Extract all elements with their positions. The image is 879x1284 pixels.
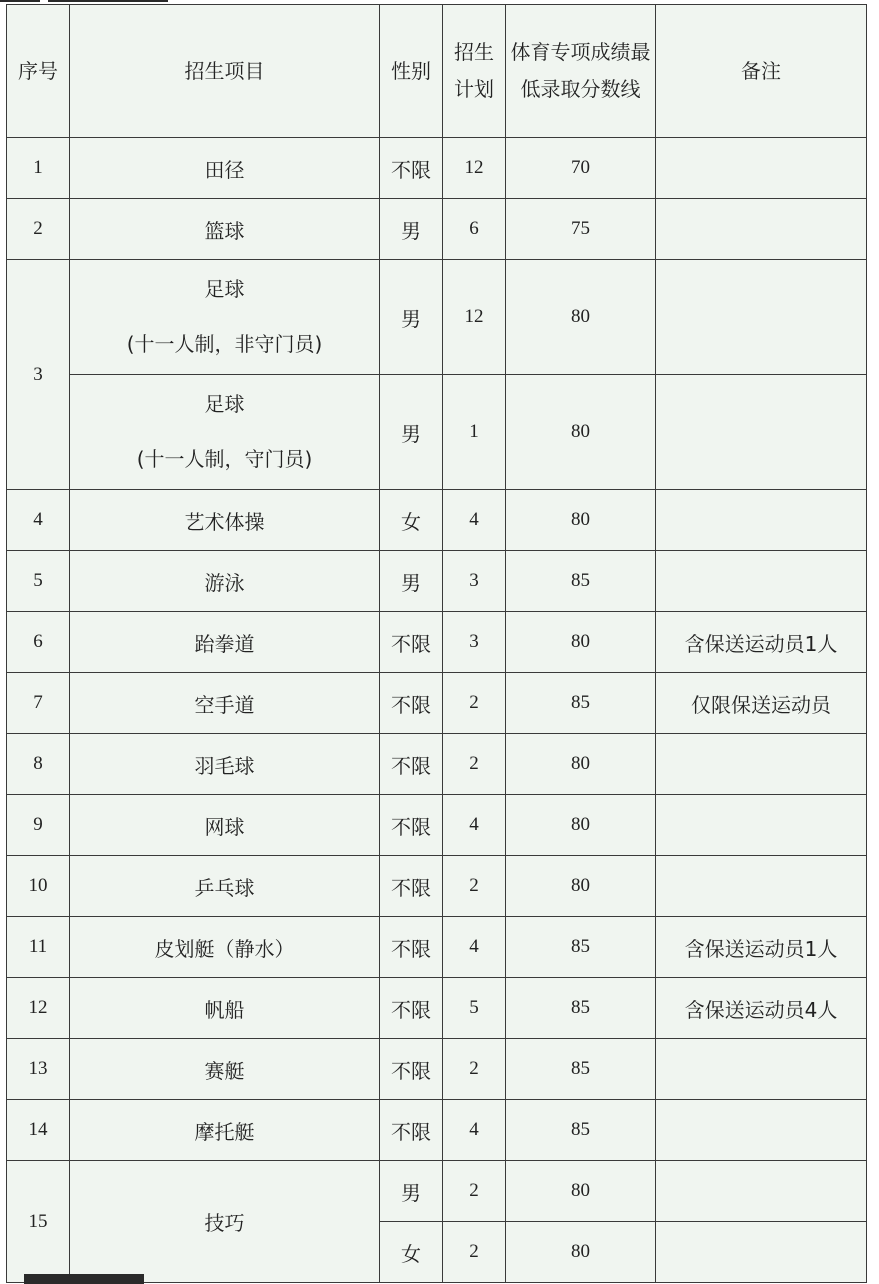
header-gender: 性别 [380,5,443,138]
cropped-heading-fragment [0,0,220,2]
cell-score: 85 [506,551,656,612]
cell-score: 85 [506,917,656,978]
cell-gender: 男 [380,199,443,260]
cell-index: 7 [7,673,70,734]
cell-project: 羽毛球 [70,734,380,795]
cell-remark: 仅限保送运动员 [656,673,867,734]
cell-plan: 2 [443,734,506,795]
cell-plan: 1 [443,375,506,490]
cell-gender: 男 [380,375,443,490]
cropped-text-mark [48,0,168,2]
cell-plan: 12 [443,260,506,375]
cell-remark: 含保送运动员1人 [656,917,867,978]
cell-score: 80 [506,856,656,917]
cell-index: 12 [7,978,70,1039]
cell-remark [656,260,867,375]
cell-index: 4 [7,490,70,551]
header-remark: 备注 [656,5,867,138]
cell-remark [656,551,867,612]
cell-score: 70 [506,138,656,199]
header-project: 招生项目 [70,5,380,138]
cell-plan: 2 [443,1039,506,1100]
cell-plan: 5 [443,978,506,1039]
cell-remark [656,856,867,917]
admission-table-container [6,4,867,1283]
cell-gender: 不限 [380,138,443,199]
table-row [7,375,867,490]
cell-index: 11 [7,917,70,978]
table-row [7,795,867,856]
cell-project: 篮球 [70,199,380,260]
cell-gender: 不限 [380,1100,443,1161]
cell-gender: 男 [380,1161,443,1222]
cell-project: 田径 [70,138,380,199]
cell-project: 艺术体操 [70,490,380,551]
cell-remark [656,138,867,199]
cell-score: 75 [506,199,656,260]
cell-gender: 不限 [380,917,443,978]
cell-gender: 男 [380,260,443,375]
table-row [7,673,867,734]
header-row [7,5,867,138]
cell-plan: 3 [443,612,506,673]
cell-index: 14 [7,1100,70,1161]
cell-gender: 不限 [380,856,443,917]
cell-remark [656,734,867,795]
cell-index: 5 [7,551,70,612]
table-row [7,260,867,375]
cell-project: 游泳 [70,551,380,612]
cell-index: 6 [7,612,70,673]
cropped-text-mark [0,0,40,2]
cell-score: 80 [506,1222,656,1283]
cell-score: 85 [506,673,656,734]
cell-project [70,375,380,490]
cell-remark [656,1222,867,1283]
cell-gender: 不限 [380,978,443,1039]
cell-gender: 不限 [380,734,443,795]
cell-plan: 4 [443,1100,506,1161]
cell-score: 85 [506,1039,656,1100]
cell-project-note: (十一人制，非守门员) [126,332,323,356]
cell-gender: 女 [380,1222,443,1283]
header-index: 序号 [7,5,70,138]
cell-remark [656,795,867,856]
cell-score: 80 [506,1161,656,1222]
cell-gender: 不限 [380,612,443,673]
header-score: 体育专项成绩最低录取分数线 [506,5,656,138]
cell-remark [656,1100,867,1161]
cell-remark [656,1039,867,1100]
cell-project-name: 足球 [204,277,245,301]
cell-score: 85 [506,1100,656,1161]
cell-plan: 4 [443,917,506,978]
table-row [7,1039,867,1100]
cell-project: 跆拳道 [70,612,380,673]
admission-table [6,4,867,1283]
cell-project: 技巧 [70,1161,380,1283]
table-row [7,1161,867,1222]
cell-plan: 12 [443,138,506,199]
cell-plan: 6 [443,199,506,260]
table-row [7,917,867,978]
cell-project-name: 足球 [204,392,245,416]
cell-plan: 2 [443,673,506,734]
header-plan: 招生计划 [443,5,506,138]
cell-project [70,260,380,375]
cell-gender: 不限 [380,673,443,734]
table-row [7,551,867,612]
cell-index: 8 [7,734,70,795]
table-row [7,856,867,917]
table-row [7,612,867,673]
cell-project: 摩托艇 [70,1100,380,1161]
cell-index: 1 [7,138,70,199]
cell-project: 网球 [70,795,380,856]
cell-score: 80 [506,260,656,375]
cell-gender: 男 [380,551,443,612]
cropped-text-mark [24,1274,144,1284]
cell-remark: 含保送运动员4人 [656,978,867,1039]
cell-gender: 女 [380,490,443,551]
cell-index: 13 [7,1039,70,1100]
cell-plan: 2 [443,1222,506,1283]
cell-remark [656,490,867,551]
cell-index: 2 [7,199,70,260]
cell-index: 9 [7,795,70,856]
cell-score: 80 [506,734,656,795]
table-row [7,199,867,260]
cell-gender: 不限 [380,795,443,856]
cell-project: 皮划艇（静水） [70,917,380,978]
cell-project: 乒乓球 [70,856,380,917]
cell-score: 80 [506,375,656,490]
cell-plan: 3 [443,551,506,612]
cell-remark [656,1161,867,1222]
cropped-footer-fragment [24,1274,174,1284]
cell-index: 15 [7,1161,70,1283]
cell-remark [656,199,867,260]
cell-score: 80 [506,795,656,856]
cell-project: 赛艇 [70,1039,380,1100]
cell-project: 帆船 [70,978,380,1039]
cell-index: 10 [7,856,70,917]
cell-project: 空手道 [70,673,380,734]
table-row [7,734,867,795]
cell-remark [656,375,867,490]
table-row [7,138,867,199]
table-row [7,1100,867,1161]
cell-index: 3 [7,260,70,490]
cell-remark: 含保送运动员1人 [656,612,867,673]
cell-gender: 不限 [380,1039,443,1100]
cell-score: 80 [506,612,656,673]
cell-plan: 4 [443,490,506,551]
table-row [7,978,867,1039]
table-row [7,490,867,551]
cell-plan: 4 [443,795,506,856]
cell-score: 85 [506,978,656,1039]
cell-plan: 2 [443,856,506,917]
cell-project-note: (十一人制，守门员) [136,447,313,471]
cell-plan: 2 [443,1161,506,1222]
cell-score: 80 [506,490,656,551]
